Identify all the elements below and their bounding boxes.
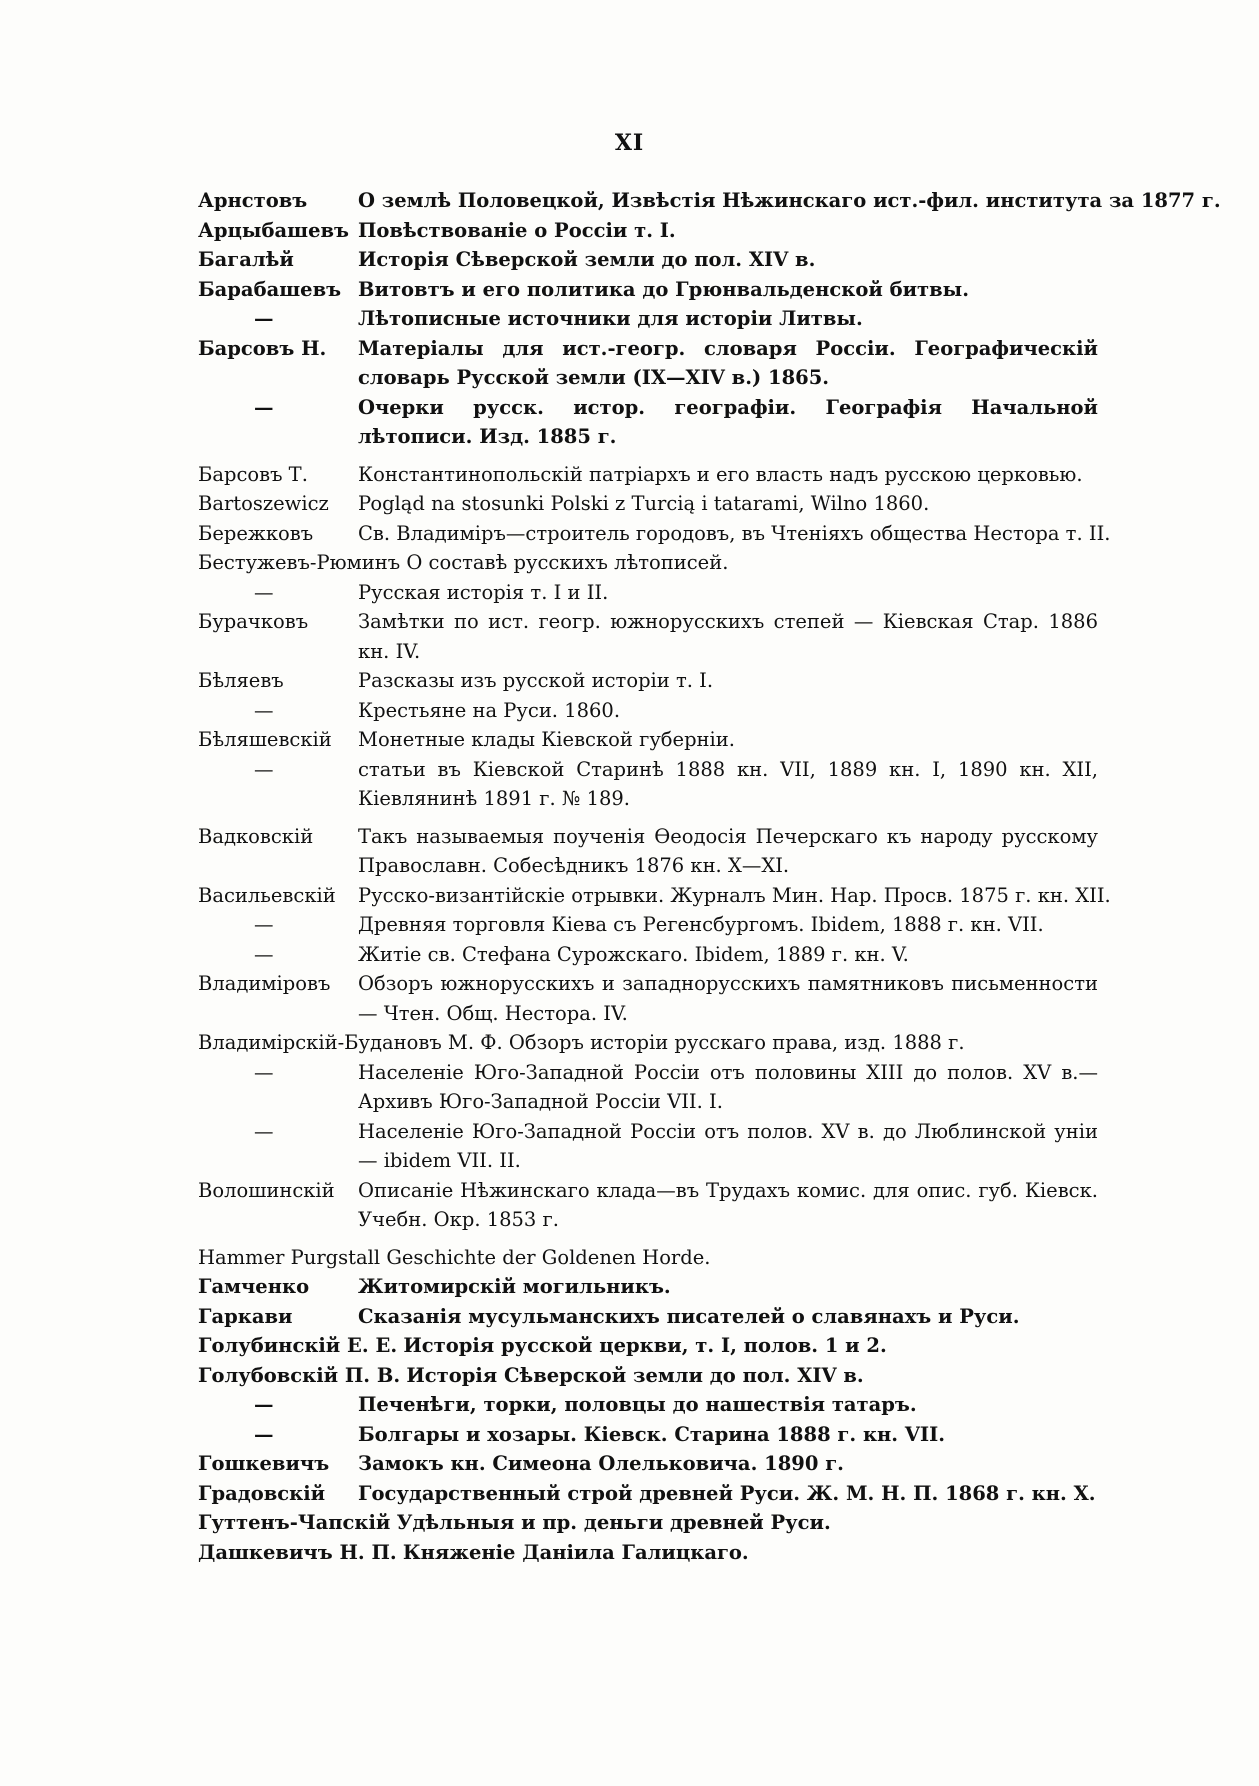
work-title: Замѣтки по ист. геогр. южнорусскихъ степей — Кіевская Стар. 1886 кн. IV.: [358, 610, 1098, 663]
author-dash: —: [254, 1119, 274, 1143]
work-title: Печенѣги, торки, половцы до нашествія татаръ.: [358, 1393, 917, 1416]
work-title: Древняя торговля Кіева съ Регенсбургомъ. Ibidem, 1888 г. кн. VII.: [358, 913, 1044, 936]
author: Гошкевичъ: [198, 1452, 330, 1475]
work-title: О составѣ русскихъ лѣтописей.: [406, 551, 729, 574]
list-item: [198, 216, 1098, 246]
list-item: [198, 755, 1098, 814]
work-title: Pogląd na stosunki Polski z Turcią i tatarami, Wilno 1860.: [358, 492, 930, 515]
author: Барсовъ Т.: [198, 462, 308, 486]
work-title: Повѣствованіе о Россіи т. I.: [358, 218, 676, 242]
author: Гуттенъ-Чапскій: [198, 1511, 391, 1534]
list-item: [198, 607, 1098, 666]
work-title: Русско-византійскіе отрывки. Журналъ Мин. Нар. Просв. 1875 г. кн. XII.: [358, 883, 1111, 907]
work-title: Константинопольскій патріархъ и его власть надъ русскою церковью.: [358, 462, 1083, 486]
author: Бѣляевъ: [198, 669, 284, 692]
work-title: Обзоръ южнорусскихъ и западнорусскихъ памятниковъ письменности— Чтен. Общ. Нестора. IV.: [358, 972, 1098, 1025]
author: Бережковъ: [198, 521, 314, 545]
list-item: [198, 578, 1098, 608]
list-item: [198, 969, 1098, 1028]
list-item: [198, 1117, 1098, 1176]
list-item: [198, 1243, 1098, 1273]
author-dash: —: [254, 942, 274, 966]
list-item: [198, 1361, 1098, 1391]
author-dash: —: [254, 1393, 274, 1416]
list-item: [198, 1390, 1098, 1420]
work-title: Исторія русской церкви, т. I, полов. 1 и 2.: [403, 1334, 887, 1357]
author: Багалѣй: [198, 248, 294, 271]
work-title: Русская исторія т. I и II.: [358, 580, 609, 604]
work-title: статьи въ Кіевской Старинѣ 1888 кн. VII, 1889 кн. I, 1890 кн. XII, Кіевлянинѣ 1891 г. № 189.: [358, 757, 1098, 810]
work-title: Лѣтописные источники для исторіи Литвы.: [358, 307, 863, 330]
work-title: Разсказы изъ русской исторіи т. I.: [358, 669, 714, 692]
author: Гаркави: [198, 1304, 293, 1328]
list-item: [198, 1420, 1098, 1450]
list-item: [198, 1479, 1098, 1509]
author: Васильевскій: [198, 883, 336, 907]
author-dash: —: [254, 698, 274, 722]
work-title: Исторія Сѣверской земли до пол. XIV в.: [406, 1363, 864, 1387]
work-title: Житомирскій могильникъ.: [358, 1275, 671, 1298]
author: Голубовскій П. В.: [198, 1363, 401, 1387]
list-item: [198, 304, 1098, 334]
author: Голубинскій Е. Е.: [198, 1334, 398, 1357]
author-dash: —: [254, 1060, 274, 1084]
author: Арцыбашевъ: [198, 218, 349, 242]
list-item: [198, 519, 1111, 549]
list-item: [198, 940, 1098, 970]
list-item: [198, 275, 1098, 305]
author: Арнстовъ: [198, 189, 308, 212]
work-title: Geschichte der Goldenen Horde.: [386, 1245, 711, 1269]
list-item: [198, 1058, 1098, 1117]
author: Владиміровъ: [198, 972, 331, 995]
list-item: [198, 725, 1098, 755]
author: Градовскій: [198, 1481, 326, 1505]
list-item: [198, 186, 1221, 216]
work-title: Очерки русск. истор. географіи. Географія Начальной лѣтописи. Изд. 1885 г.: [358, 395, 1098, 448]
list-item: [198, 548, 1098, 578]
author: Дашкевичъ Н. П.: [198, 1540, 397, 1564]
page-number: XI: [614, 130, 645, 156]
work-title: Обзоръ исторіи русскаго права, изд. 1888 г.: [508, 1031, 965, 1054]
author-dash: —: [254, 1422, 274, 1446]
list-item: [198, 696, 1098, 726]
list-item: [198, 1176, 1098, 1235]
list-item: [198, 666, 1098, 696]
list-item: [198, 881, 1111, 911]
list-item: [198, 245, 1098, 275]
list-item: [198, 1028, 1098, 1058]
work-title: Св. Владиміръ—строитель городовъ, въ Чтеніяхъ общества Нестора т. II.: [358, 521, 1111, 545]
work-title: Населеніе Юго-Западной Россіи отъ половины XIII до полов. XV в.— Архивъ Юго-Западной Россіи VII. I.: [358, 1060, 1098, 1113]
list-item: [198, 1302, 1098, 1332]
author-dash: —: [254, 307, 274, 330]
work-title: Такъ называемыя поученія Ѳеодосія Печерскаго къ народу русскому Православн. Собесѣдникъ 1876 кн. X—XI.: [358, 824, 1098, 877]
work-title: Княженіе Даніила Галицкаго.: [402, 1540, 749, 1564]
list-item: [198, 489, 1098, 519]
work-title: Витовтъ и его политика до Грюнвальденской битвы.: [358, 277, 970, 301]
work-title: Описаніе Нѣжинскаго клада—въ Трудахъ комис. для опис. губ. Кіевск. Учебн. Окр. 1853 г.: [358, 1178, 1098, 1231]
work-title: Удѣльныя и пр. деньги древней Руси.: [396, 1511, 831, 1534]
work-title: Матеріалы для ист.-геогр. словаря Россіи. Географическій словарь Русской земли (IX—XIV в.) 1865.: [358, 336, 1098, 389]
list-item: [198, 1508, 1098, 1538]
work-title: Болгары и хозары. Кіевск. Старина 1888 г. кн. VII.: [358, 1422, 946, 1446]
list-item: [198, 1449, 1098, 1479]
list-item: [198, 910, 1098, 940]
bibliography-list: [198, 186, 1221, 1567]
author: Бестужевъ-Рюминъ: [198, 551, 401, 574]
work-title: Государственный строй древней Руси. Ж. М. Н. П. 1868 г. кн. X.: [358, 1481, 1096, 1505]
work-title: О землѣ Половецкой, Извѣстія Нѣжинскаго ист.-фил. института за 1877 г.: [358, 189, 1221, 212]
author: Барсовъ Н.: [198, 336, 327, 360]
work-title: Крестьяне на Руси. 1860.: [358, 698, 621, 722]
work-title: Населеніе Юго-Западной Россіи отъ полов. XV в. до Люблинской уніи— ibidem VII. II.: [358, 1119, 1098, 1172]
author: Hammer Purgstall: [198, 1245, 381, 1269]
list-item: [198, 1272, 1098, 1302]
work-title: Сказанія мусульманскихъ писателей о славянахъ и Руси.: [358, 1304, 1020, 1328]
author: Волошинскій: [198, 1178, 335, 1202]
list-item: [198, 460, 1098, 490]
author-dash: —: [254, 913, 274, 936]
author: Барабашевъ: [198, 277, 342, 301]
list-item: [198, 1331, 1098, 1361]
list-item: [198, 1538, 1098, 1568]
author-dash: —: [254, 757, 274, 781]
author-dash: —: [254, 580, 274, 604]
author: Бѣляшевскій: [198, 728, 332, 751]
work-title: Житіе св. Стефана Сурожскаго. Ibidem, 1889 г. кн. V.: [358, 942, 909, 966]
list-item: [198, 393, 1098, 452]
author: Bartoszewicz: [198, 492, 329, 515]
author: Вадковскій: [198, 824, 314, 848]
work-title: Монетные клады Кіевской губерніи.: [358, 728, 735, 751]
list-item: [198, 334, 1098, 393]
work-title: Замокъ кн. Симеона Олельковича. 1890 г.: [358, 1452, 844, 1475]
author: Гамченко: [198, 1275, 310, 1298]
author: Бурачковъ: [198, 610, 309, 633]
work-title: Исторія Сѣверской земли до пол. XIV в.: [358, 248, 816, 271]
author-dash: —: [254, 395, 274, 419]
author: Владимірскій-Будановъ М. Ф.: [198, 1031, 503, 1054]
list-item: [198, 822, 1098, 881]
